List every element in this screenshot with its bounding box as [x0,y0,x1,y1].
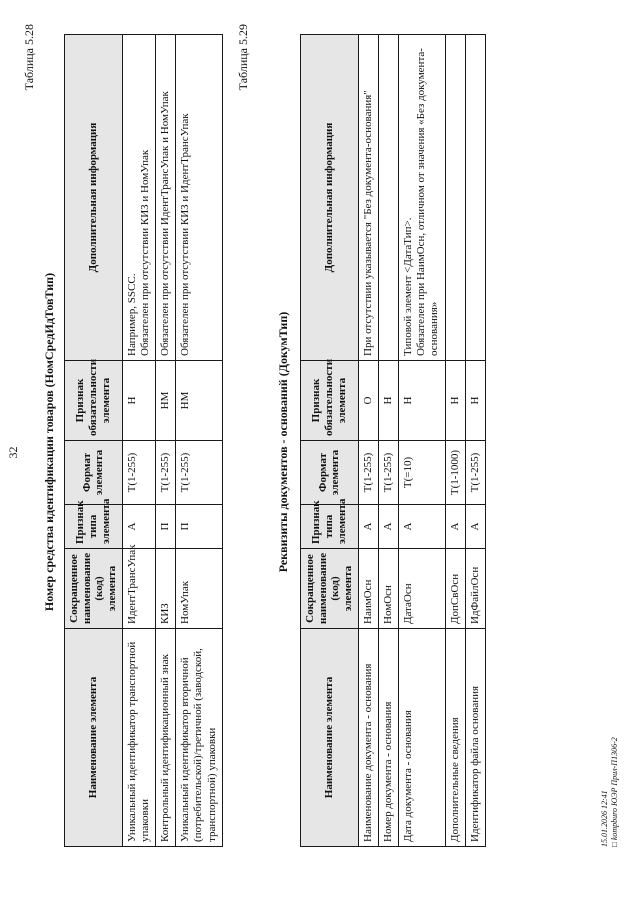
table-cell: T(1-255) [465,441,485,505]
table-row [378,35,398,847]
table-header-row [301,35,359,847]
table-cell: Н [465,361,485,441]
page-number: 32 [6,446,20,459]
column-header: Дополнительная информация [301,35,359,361]
table-cell: КИЗ [155,549,175,629]
table-cell: Идентификатор файла основания [465,629,485,847]
table-cell: T(1-1000) [445,441,465,505]
table-cell: T(1-255) [155,441,175,505]
table-cell [378,35,398,361]
table-cell: А [378,505,398,549]
table-cell [445,35,465,361]
table-cell: ДатаОсн [398,549,445,629]
print-stamp [600,737,621,847]
table-cell: НМ [176,361,223,441]
table-5-28-caption: Таблица 5.28 [22,24,36,91]
table-cell: Например, SSCC. Обязателен при отсутствии КИЗ и НомУпак [122,35,155,361]
table-cell: Номер документа - основания [378,629,398,847]
table-row [465,35,485,847]
table-cell: Н [122,361,155,441]
table-row [155,35,175,847]
table-cell: Наименование документа - основания [358,629,378,847]
table-cell: Н [445,361,465,441]
table-cell: Обязателен при отсутствии ИдентТрансУпак и НомУпак [155,35,175,361]
column-header: Наименование элемента [65,629,123,847]
column-header: Наименование элемента [301,629,359,847]
table-cell: Уникальный идентификатор транспортной упаковки [122,629,155,847]
table-cell: А [358,505,378,549]
table-header-row [65,35,123,847]
column-header: Дополнительная информация [65,35,123,361]
table-row [122,35,155,847]
table-row [398,35,445,847]
table-cell: T(1-255) [176,441,223,505]
print-source: □ kompburo ЮЭР Прил-П1306-2 [610,737,620,847]
table-cell: НомОсн [378,549,398,629]
table-cell: ИдФайлОсн [465,549,485,629]
table-cell [465,35,485,361]
table-cell: А [445,505,465,549]
table-cell: П [155,505,175,549]
table-5-29-title: Реквизиты документов - оснований (ДокумТип) [276,311,290,573]
table-cell: ДопСвОсн [445,549,465,629]
print-timestamp: 15.01.2026 12:41 [600,790,609,847]
table-cell: Типовой элемент <ДатаТип>. Обязателен при НаимОсн, отличном от значения «Без документа-основания» [398,35,445,361]
table-5-29-caption: Таблица 5.29 [236,24,250,91]
table-cell: Дополнительные сведения [445,629,465,847]
column-header: Признак типа элемента [65,505,123,549]
table-row [176,35,223,847]
table-row [358,35,378,847]
table-cell: А [122,505,155,549]
column-header: Формат элемента [65,441,123,505]
table-cell: T(=10) [398,441,445,505]
table-cell: НМ [155,361,175,441]
table-cell: НаимОсн [358,549,378,629]
table-cell: Уникальный идентификатор вторичной (потребительской)/третичной (заводской, транспортной) упаковки [176,629,223,847]
table-cell: НомУпак [176,549,223,629]
table-cell: Н [398,361,445,441]
table-row [445,35,465,847]
column-header: Признак типа элемента [301,505,359,549]
table-5-28-title: Номер средства идентификации товаров (НомСредИдТовТип) [42,272,56,612]
column-header: Формат элемента [301,441,359,505]
column-header: Сокращенное наименование (код) элемента [65,549,123,629]
table-cell: А [398,505,445,549]
table-cell: Контрольный идентификационный знак [155,629,175,847]
table-cell: T(1-255) [122,441,155,505]
table-5-29 [300,34,486,847]
table-5-28 [64,34,223,847]
table-cell: Обязателен при отсутствии КИЗ и ИдентТрансУпак [176,35,223,361]
table-cell: Н [378,361,398,441]
table-cell: П [176,505,223,549]
table-cell: О [358,361,378,441]
table-cell: А [465,505,485,549]
table-cell: T(1-255) [358,441,378,505]
column-header: Сокращенное наименование (код) элемента [301,549,359,629]
column-header: Признак обязательности элемента [65,361,123,441]
table-cell: ИдентТрансУпак [122,549,155,629]
column-header: Признак обязательности элемента [301,361,359,441]
table-cell: При отсутствии указывается "Без документа-основания" [358,35,378,361]
table-cell: Дата документа - основания [398,629,445,847]
table-cell: T(1-255) [378,441,398,505]
